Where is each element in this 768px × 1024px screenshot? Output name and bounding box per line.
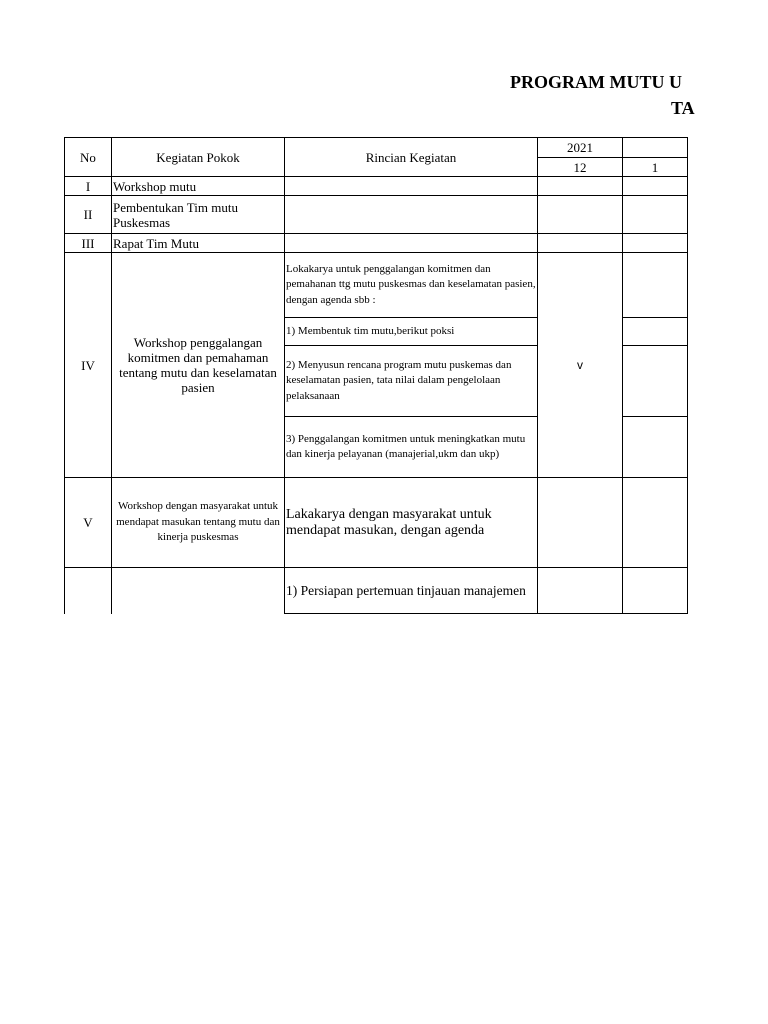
- rincian-cell: 3) Penggalangan komitmen untuk meningkatkan mutu dan kinerja pelayanan (manajerial,ukm dan ukp): [285, 417, 538, 478]
- row-number: V: [65, 478, 112, 568]
- month-12-cell: [538, 177, 623, 196]
- kegiatan-pokok-cell: Rapat Tim Mutu: [112, 234, 285, 253]
- kegiatan-pokok-cell: [112, 568, 285, 614]
- table-row: [65, 196, 688, 234]
- month-1-cell: [623, 196, 688, 234]
- header-month-12: 12: [538, 158, 623, 177]
- rincian-cell: Lakakarya dengan masyarakat untuk mendapat masukan, dengan agenda: [285, 478, 538, 568]
- month-12-cell: [538, 196, 623, 234]
- header-kegiatan-pokok: Kegiatan Pokok: [112, 138, 285, 177]
- rincian-cell: 1) Persiapan pertemuan tinjauan manajemen: [285, 568, 538, 614]
- kegiatan-pokok-cell: Workshop mutu: [112, 177, 285, 196]
- rincian-cell: 1) Membentuk tim mutu,berikut poksi: [285, 318, 538, 346]
- document-title-line-2: TA: [671, 98, 695, 118]
- header-no: No: [65, 138, 112, 177]
- table-row: [65, 568, 688, 614]
- month-12-cell: [538, 234, 623, 253]
- month-1-cell: [623, 346, 688, 417]
- month-1-cell: [623, 318, 688, 346]
- month-12-cell: [538, 478, 623, 568]
- month-1-cell: [623, 568, 688, 614]
- month-12-cell: [538, 568, 623, 614]
- table-row: [65, 177, 688, 196]
- check-mark: v: [538, 253, 623, 478]
- row-number: I: [65, 177, 112, 196]
- row-number: [65, 568, 112, 614]
- month-1-cell: [623, 478, 688, 568]
- row-number: IV: [65, 253, 112, 478]
- rincian-cell: [285, 196, 538, 234]
- kegiatan-pokok-cell: Pembentukan Tim mutu Puskesmas: [112, 196, 285, 234]
- header-rincian-kegiatan: Rincian Kegiatan: [285, 138, 538, 177]
- rincian-cell: [285, 177, 538, 196]
- row-number: III: [65, 234, 112, 253]
- activity-table: [64, 137, 688, 614]
- row-number: II: [65, 196, 112, 234]
- month-1-cell: [623, 177, 688, 196]
- kegiatan-pokok-cell: Workshop dengan masyarakat untuk mendapat masukan tentang mutu dan kinerja puskesmas: [112, 478, 285, 568]
- table-row: [65, 253, 688, 318]
- header-year: 2021: [538, 138, 623, 158]
- header-month-1: 1: [623, 158, 688, 177]
- kegiatan-pokok-cell: Workshop penggalangan komitmen dan pemahaman tentang mutu dan keselamatan pasien: [112, 253, 285, 478]
- rincian-cell: [285, 234, 538, 253]
- rincian-cell: 2) Menyusun rencana program mutu puskemas dan keselamatan pasien, tata nilai dalam pengelolaan pelaksanaan: [285, 346, 538, 417]
- month-1-cell: [623, 253, 688, 318]
- month-1-cell: [623, 234, 688, 253]
- header-year-continuation: [623, 138, 688, 158]
- table-row: [65, 234, 688, 253]
- document-title-line-1: PROGRAM MUTU U: [510, 72, 682, 92]
- month-1-cell: [623, 417, 688, 478]
- table-row: [65, 478, 688, 568]
- rincian-cell: Lokakarya untuk penggalangan komitmen dan pemahanan ttg mutu puskesmas dan keselamatan pasien, dengan agenda sbb :: [285, 253, 538, 318]
